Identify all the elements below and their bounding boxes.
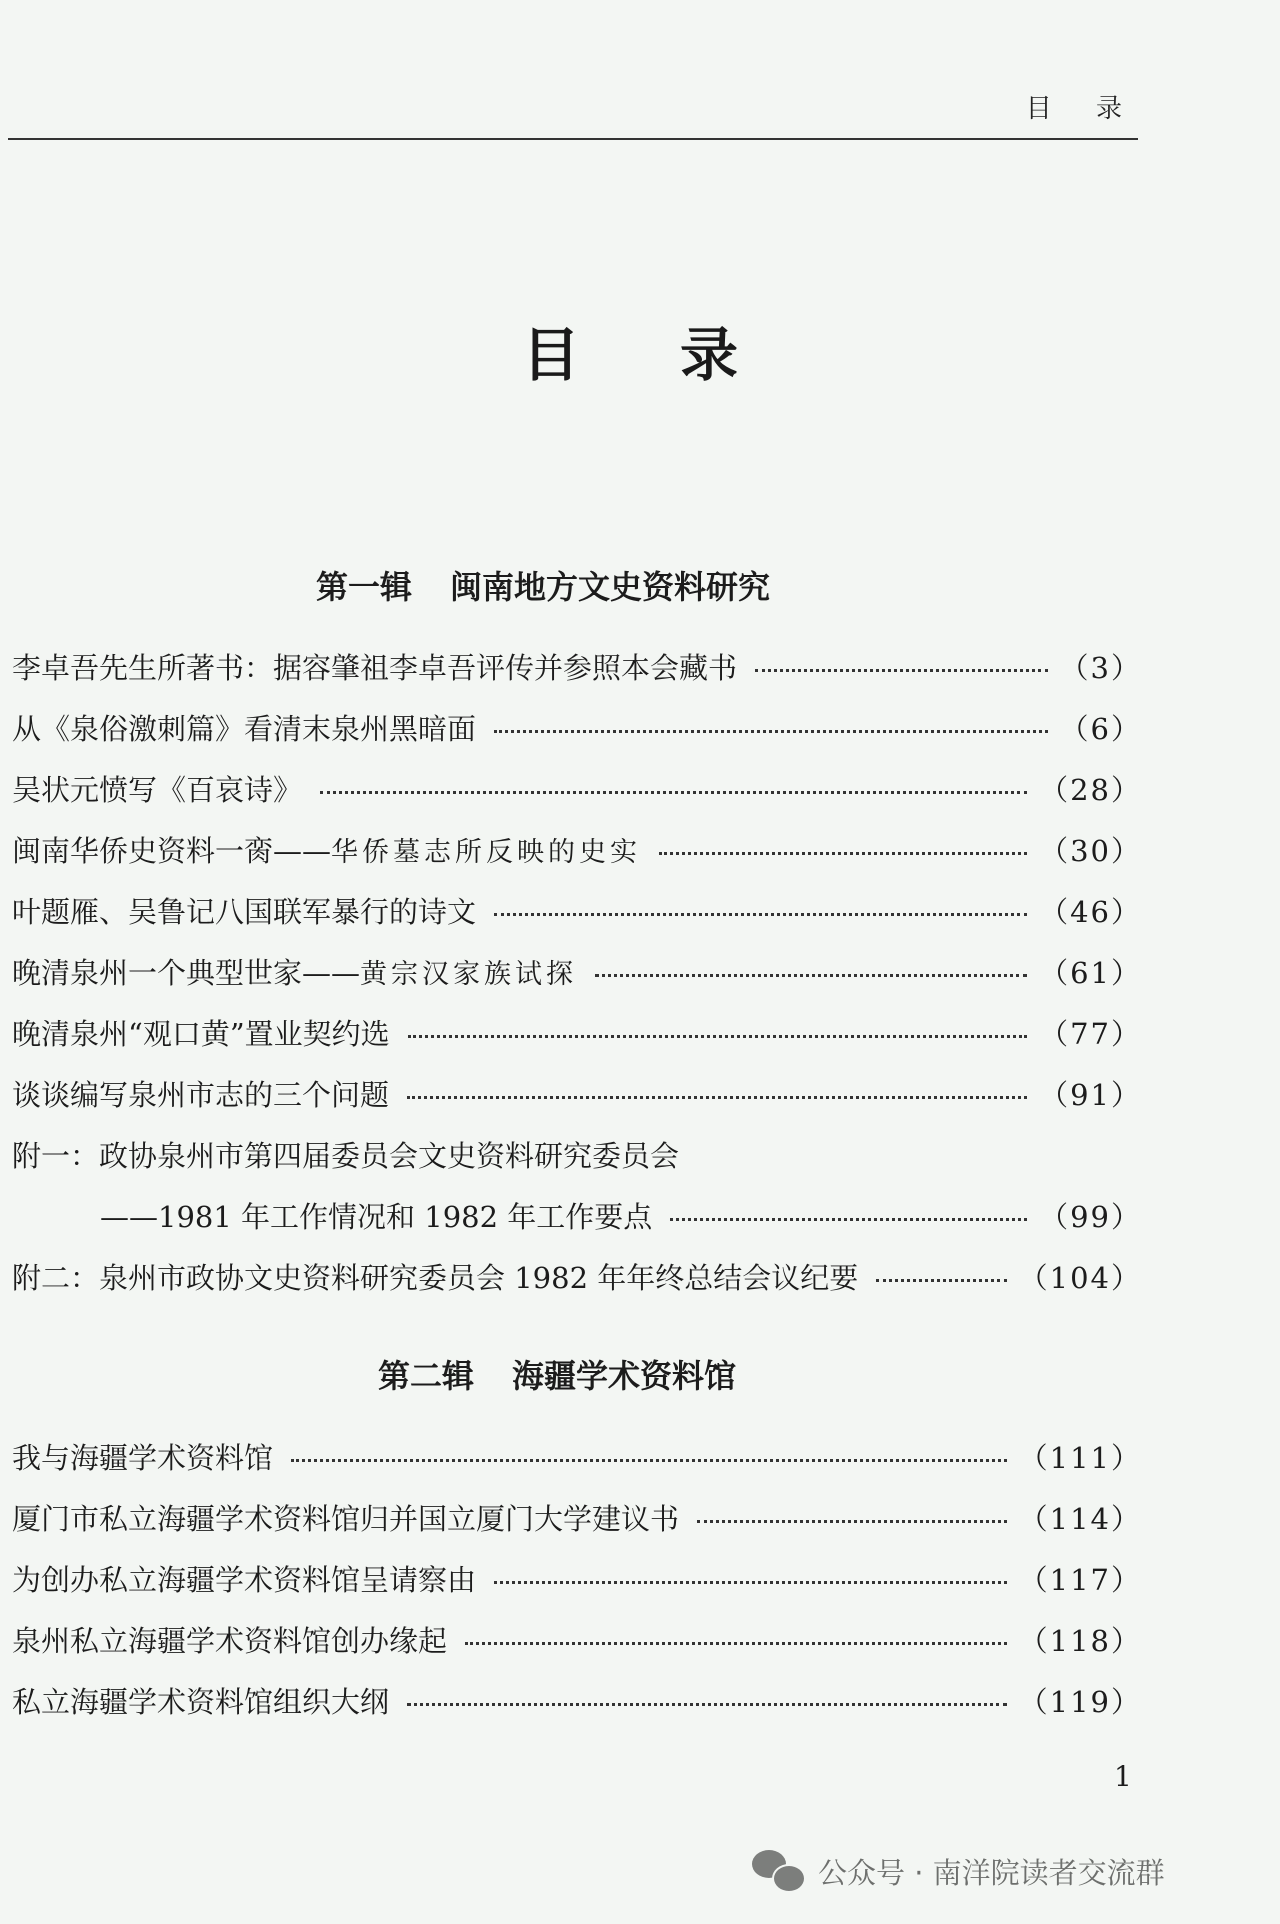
section-heading-1 xyxy=(316,562,770,608)
toc-entry-title: 附二：泉州市政协文史资料研究委员会 1982 年年终总结会议纪要 xyxy=(12,1261,859,1295)
toc-entry[interactable] xyxy=(12,1680,1142,1724)
dot-leader xyxy=(595,974,1027,977)
watermark-text: 公众号 · 南洋院读者交流群 xyxy=(818,1855,1165,1890)
toc-page-number: （114） xyxy=(1018,1502,1142,1536)
toc-page-number: （117） xyxy=(1018,1563,1142,1597)
dot-leader xyxy=(494,913,1027,916)
dot-leader xyxy=(659,852,1027,855)
dot-leader xyxy=(755,669,1048,672)
toc-entry-subtitle: 黄宗汉家族试探 xyxy=(360,959,578,990)
toc-entry[interactable] xyxy=(12,1497,1142,1541)
toc-entry-title: 李卓吾先生所著书：据容肇祖李卓吾评传并参照本会藏书 xyxy=(12,651,738,685)
toc-entry[interactable] xyxy=(12,1073,1142,1117)
toc-page-number: （77） xyxy=(1039,1017,1142,1051)
toc-entry[interactable] xyxy=(12,707,1142,751)
toc-entry-title: 吴状元愤写《百哀诗》 xyxy=(12,773,303,807)
toc-entry[interactable] xyxy=(12,1012,1142,1056)
toc-entry[interactable] xyxy=(12,951,1142,995)
toc-entry[interactable] xyxy=(12,890,1142,934)
dot-leader xyxy=(494,1581,1007,1584)
dot-leader xyxy=(291,1459,1007,1462)
toc-entry-title: ——1981 年工作情况和 1982 年工作要点 xyxy=(100,1200,653,1234)
toc-entry-title: 我与海疆学术资料馆 xyxy=(12,1441,274,1475)
toc-page-number: （61） xyxy=(1039,956,1142,990)
header-rule xyxy=(8,138,1138,140)
dot-leader xyxy=(876,1279,1006,1282)
toc-page-number: （91） xyxy=(1039,1078,1142,1112)
toc-page-number: （46） xyxy=(1039,895,1142,929)
toc-entry-title: 从《泉俗激刺篇》看清末泉州黑暗面 xyxy=(12,712,477,746)
dot-leader xyxy=(407,1703,1007,1706)
toc-entry[interactable] xyxy=(100,1195,1142,1239)
dot-leader xyxy=(697,1520,1007,1523)
toc-entry[interactable] xyxy=(12,1256,1142,1300)
toc-entry[interactable] xyxy=(12,646,1142,690)
section-name: 闽南地方文史资料研究 xyxy=(450,568,771,606)
page-number: 1 xyxy=(1114,1760,1132,1793)
watermark xyxy=(752,1850,1165,1892)
toc-entry-subtitle: 华侨墓志所反映的史实 xyxy=(331,837,642,868)
section-heading-2 xyxy=(378,1351,736,1397)
dot-leader xyxy=(320,791,1027,794)
dot-leader xyxy=(408,1035,1027,1038)
toc-entry[interactable] xyxy=(12,829,1142,873)
dot-leader xyxy=(407,1096,1027,1099)
dot-leader xyxy=(670,1218,1027,1221)
toc-page-number: （28） xyxy=(1039,773,1142,807)
toc-entry-title: 泉州私立海疆学术资料馆创办缘起 xyxy=(12,1624,448,1658)
toc-entry-title: 私立海疆学术资料馆组织大纲 xyxy=(12,1685,390,1719)
toc-page-number: （111） xyxy=(1018,1441,1142,1475)
toc-entry-main: 闽南华侨史资料一脔—— xyxy=(12,834,332,868)
page-title: 目录 xyxy=(521,321,838,389)
toc-page-number: （30） xyxy=(1039,834,1142,868)
toc-entry-title: 晚清泉州“观口黄”置业契约选 xyxy=(12,1017,390,1051)
wechat-icon xyxy=(752,1850,804,1892)
toc-entry-title: 厦门市私立海疆学术资料馆归并国立厦门大学建议书 xyxy=(12,1502,680,1536)
toc-page-number: （3） xyxy=(1059,651,1142,685)
toc-entry-title: 谈谈编写泉州市志的三个问题 xyxy=(12,1078,390,1112)
toc-entry[interactable] xyxy=(12,1558,1142,1602)
dot-leader xyxy=(465,1642,1007,1645)
toc-entry[interactable] xyxy=(12,768,1142,812)
toc-entry-title: 为创办私立海疆学术资料馆呈请察由 xyxy=(12,1563,477,1597)
toc-entry-main: 晚清泉州一个典型世家—— xyxy=(12,956,361,990)
toc-entry[interactable] xyxy=(12,1436,1142,1480)
toc-entry[interactable] xyxy=(12,1619,1142,1663)
toc-page-number: （99） xyxy=(1039,1200,1142,1234)
toc-entry-title xyxy=(12,829,641,870)
toc-page-number: （119） xyxy=(1018,1685,1142,1719)
appendix-1-title[interactable]: 附一：政协泉州市第四届委员会文史资料研究委员会 xyxy=(12,1139,680,1173)
section-number: 第一辑 xyxy=(316,568,413,606)
toc-entry-title xyxy=(12,951,577,992)
dot-leader xyxy=(494,730,1048,733)
section-name: 海疆学术资料馆 xyxy=(512,1357,737,1395)
toc-page-number: （104） xyxy=(1018,1261,1142,1295)
toc-entry-title: 叶题雁、吴鲁记八国联军暴行的诗文 xyxy=(12,895,477,929)
running-header: 目 录 xyxy=(1025,94,1140,124)
section-number: 第二辑 xyxy=(378,1357,475,1395)
toc-page-number: （6） xyxy=(1059,712,1142,746)
toc-page-number: （118） xyxy=(1018,1624,1142,1658)
